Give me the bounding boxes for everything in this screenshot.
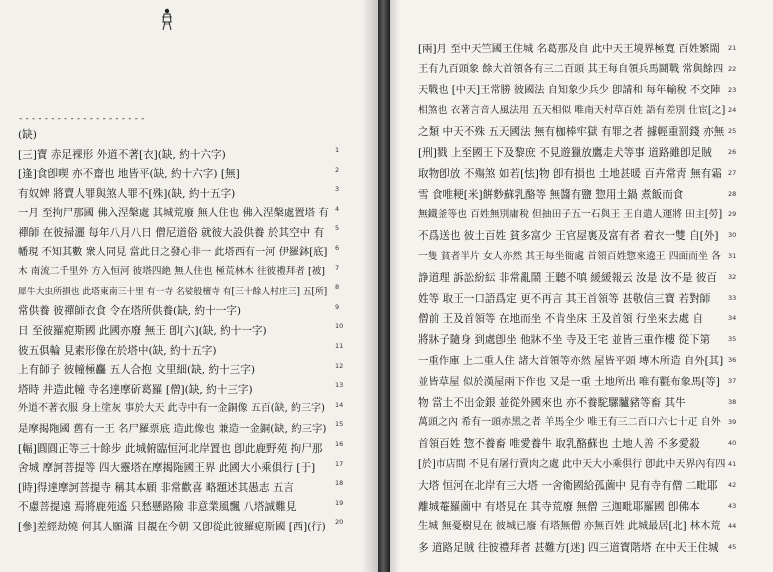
line-number: 30 <box>728 231 737 240</box>
text-line: 木 南流二千里外 方入恒河 彼塔四絶 無人住也 極荒林木 往彼禮拜者 [被] <box>18 266 326 278</box>
text-line: [兩]月 至中天竺國王住城 名葛那及自 此中天王境界極寬 百姓繁閙 <box>418 43 720 55</box>
line-number: 38 <box>728 397 737 406</box>
line-number: 29 <box>728 210 737 219</box>
line-number: 7 <box>335 263 340 272</box>
line-number: 11 <box>335 342 344 350</box>
text-line: 上有師子 彼幢極麤 五人合抱 文里細(缺, 約十三字) <box>18 364 255 377</box>
line-number: 4 <box>335 204 340 213</box>
line-number: 18 <box>335 479 344 488</box>
text-line: 萬頭之內 希有一頭赤黑之者 羊馬全少 唯王有三二百口六七十疋 自外 <box>418 417 721 429</box>
line-number: 10 <box>335 322 344 331</box>
line-number: 22 <box>728 64 737 73</box>
line-number: 40 <box>728 439 737 448</box>
line-number: 23 <box>728 85 737 94</box>
line-number: 16 <box>335 440 344 448</box>
line-number: 19 <box>335 498 344 507</box>
text-line: 外道不著衣服 身上塗灰 事於大天 此寺中有一金銅像 五百(缺, 約三字) <box>18 403 325 415</box>
text-line: 幡現 不知其數 衆人同見 當此日之發心非一 此塔西有一河 伊羅鉢[底] <box>18 246 328 258</box>
line-number: 1 <box>335 146 340 154</box>
line-number: 42 <box>728 480 737 489</box>
text-line: 物 當土不出金銀 並從外國來也 亦不養駝騾驢豬等畜 其牛 <box>418 396 686 409</box>
line-number: 2 <box>335 165 340 174</box>
text-line: 多 道路足賊 往彼禮拜者 甚難方[迷] 四三道寶階塔 在中天王住城 <box>418 542 719 555</box>
text-line: [三]寶 赤足裸形 外道不著[衣](缺, 約十六字) <box>18 148 226 161</box>
text-line: [於]市店間 不見有屠行賣肉之處 此中天大小乘俱行 卽此中天界內有四 <box>418 459 726 470</box>
text-line: 不慮菩提遠 焉將鹿苑遙 只愁懸路險 非意業風飄 八塔誠難見 <box>18 501 297 514</box>
text-line: [輻]圓圓正等三十餘步 此城俯臨恒河北岸置也 卽此鹿野苑 拘尸那 <box>18 442 323 455</box>
text-line: 諍道理 訴訟紛紜 非常亂鬧 王聽不嗔 緩緩報云 汝是 汝不是 彼百 <box>418 271 718 284</box>
text-line: 日 至彼羅痆斯國 此國亦廢 無王 卽[六](缺, 約十一字) <box>18 325 267 337</box>
text-line: 塔時 并造此幢 寺名達摩斫葛羅 [僧](缺, 約十三字) <box>18 383 253 396</box>
line-number: 3 <box>335 185 340 194</box>
text-line: 取物卽放 不殤煞 如若[怯]物 卽有損也 土地甚暖 百卉常靑 無有霜 <box>418 167 722 180</box>
line-number: 36 <box>728 356 737 364</box>
line-number: 45 <box>728 543 737 552</box>
text-line: 僧前 王及首領等 在地而坐 不肯坐床 王及首領 行坐來去處 自 <box>418 313 704 326</box>
text-line: 彼五俱輪 見素形像在於塔中(缺, 約十五字) <box>18 344 217 357</box>
line-number: 5 <box>335 224 340 233</box>
line-number: 34 <box>728 314 737 323</box>
line-number: 31 <box>728 252 737 260</box>
text-line: 常供養 彼禪師衣食 令在塔所供養(缺, 約十一字) <box>18 305 242 318</box>
text-line: 姓等 取王一口語爲定 更不再言 其王首領等 甚敬信三寶 若對師 <box>418 292 711 305</box>
text-line: 離城菴羅薗中 有塔見在 其寺荒廢 無僧 三迦毗耶羅國 卽佛本 <box>418 500 700 513</box>
text-line: [刑]戮 上至國王下及黎庶 不見遊獵放鷹走犬等事 道路雖卽足賊 <box>418 147 712 159</box>
line-number: 33 <box>728 293 737 302</box>
text-line: 一月 至拘尸那國 佛入涅槃處 其城荒廢 無人住也 佛入涅槃處置塔 有 <box>18 207 329 220</box>
text-line: 大塔 恒河在北岸有三大塔 一舍衛國給孤薗中 見有寺有僧 二毗耶 <box>418 479 718 492</box>
text-line: 舍城 摩訶菩提等 四大靈塔在摩揭陁國王界 此國大小乘俱行 [于] <box>18 462 316 475</box>
left-page <box>0 0 378 572</box>
text-line: 相煞也 衣著言音人風法用 五天相似 唯南天村草百姓 語有差別 仕宦[之] <box>418 105 726 117</box>
text-line: [逢]食卽喫 亦不齋也 地皆平(缺, 約十六字) [無] <box>18 168 240 181</box>
right-page <box>390 0 773 572</box>
text-line: [時]得達摩訶菩提寺 稱其本願 非常歡喜 略題述其愚志 五言 <box>18 481 294 494</box>
text-line: 之類 中天不殊 五天國法 無有枷棒牢獄 有罪之者 據輕重罰錢 亦無 <box>418 126 725 139</box>
line-number: 14 <box>335 400 344 409</box>
text-line: 王有九百頭象 餘大首領各有三二百頭 其王每自領兵馬鬪戰 常與餘四 <box>418 63 724 75</box>
text-line: 首領百姓 惣不養畜 唯愛養牛 取乳酪蘇也 土地人善 不多愛殺 <box>418 438 700 451</box>
text-line: 無鐵釜等也 百姓無別庸稅 但抽田子五一石與王 王自遣人運將 田主[勞] <box>418 209 723 221</box>
text-line: (缺) <box>18 129 37 141</box>
line-number: 17 <box>335 459 344 468</box>
line-number: 27 <box>728 168 737 177</box>
text-line: 禪師 在彼掃灑 每年八月八日 僧尼道俗 就彼大設供養 於其空中 有 <box>18 227 325 239</box>
text-line: 不爲送也 彼土百姓 貧多富少 王官屋裏及富有者 着衣一雙 自[外] <box>418 230 719 243</box>
line-number: 26 <box>728 148 737 156</box>
text-line: [參]差經劫燒 何其人願滿 目覩在今朝 又卽從此彼羅痆斯國 [西](行) <box>18 521 326 533</box>
line-number: 28 <box>728 189 737 198</box>
page-shadow <box>390 0 400 572</box>
line-number: 32 <box>728 272 737 281</box>
line-number: 9 <box>335 302 340 311</box>
line-number: 24 <box>728 106 737 115</box>
text-line: 一重作庫 上二重人住 諸大首領等亦然 屋皆平頭 塼木所造 自外[其] <box>418 355 724 367</box>
line-number: 39 <box>728 418 737 427</box>
line-number: 35 <box>728 335 737 344</box>
text-line: 犀牛大虫所損也 此塔東南三十里 有一寺 名娑般檀寺 有[三十餘人村庄三] 五[所] <box>18 286 328 297</box>
text-line: 是摩揭陁國 舊有一王 名尸羅票底 造此像也 兼造一金銅(缺, 約三字) <box>18 423 327 435</box>
line-number: 20 <box>335 518 344 527</box>
text-line: 雪 食唯粳[米]餠麨蘇乳酪等 無醬有鹽 惣用土鍋 煮飯而食 <box>418 188 684 201</box>
text-line: 將牀子隨身 到處卽坐 他牀不坐 寺及王宅 並皆三重作樓 從下第 <box>418 334 711 347</box>
page-shadow <box>362 0 378 572</box>
figure-illustration <box>160 8 174 32</box>
separator-line: -------------------- <box>18 114 147 124</box>
line-number: 25 <box>728 127 737 136</box>
text-line: 有奴婢 將賣人罪與煞人罪不[殊](缺, 約十五字) <box>18 187 236 200</box>
line-number: 43 <box>728 501 737 510</box>
text-line: 天戰也 [中天]王常勝 彼國法 自知象少兵少 卽請和 每年輸稅 不交陣 <box>418 84 721 96</box>
text-line: 並皆草屋 似於漢屋兩下作也 又是一重 土地所出 唯有氍布象馬[等] <box>418 375 720 388</box>
line-number: 41 <box>728 460 737 468</box>
line-number: 6 <box>335 244 340 252</box>
line-number: 12 <box>335 361 344 370</box>
line-number: 13 <box>335 381 344 390</box>
line-number: 44 <box>728 522 737 531</box>
line-number: 21 <box>728 44 737 52</box>
book-gutter <box>378 0 390 572</box>
text-line: 生城 無憂樹見在 彼城已廢 有塔無僧 亦無百姓 此城最居[北] 林木荒 <box>418 521 721 533</box>
line-number: 37 <box>728 376 737 385</box>
line-number: 15 <box>335 420 344 429</box>
text-line: 一隻 貧者半片 女人亦然 其王每坐衙處 首領百姓惣來遶王 四面而坐 各 <box>418 251 721 262</box>
line-number: 8 <box>335 283 340 292</box>
